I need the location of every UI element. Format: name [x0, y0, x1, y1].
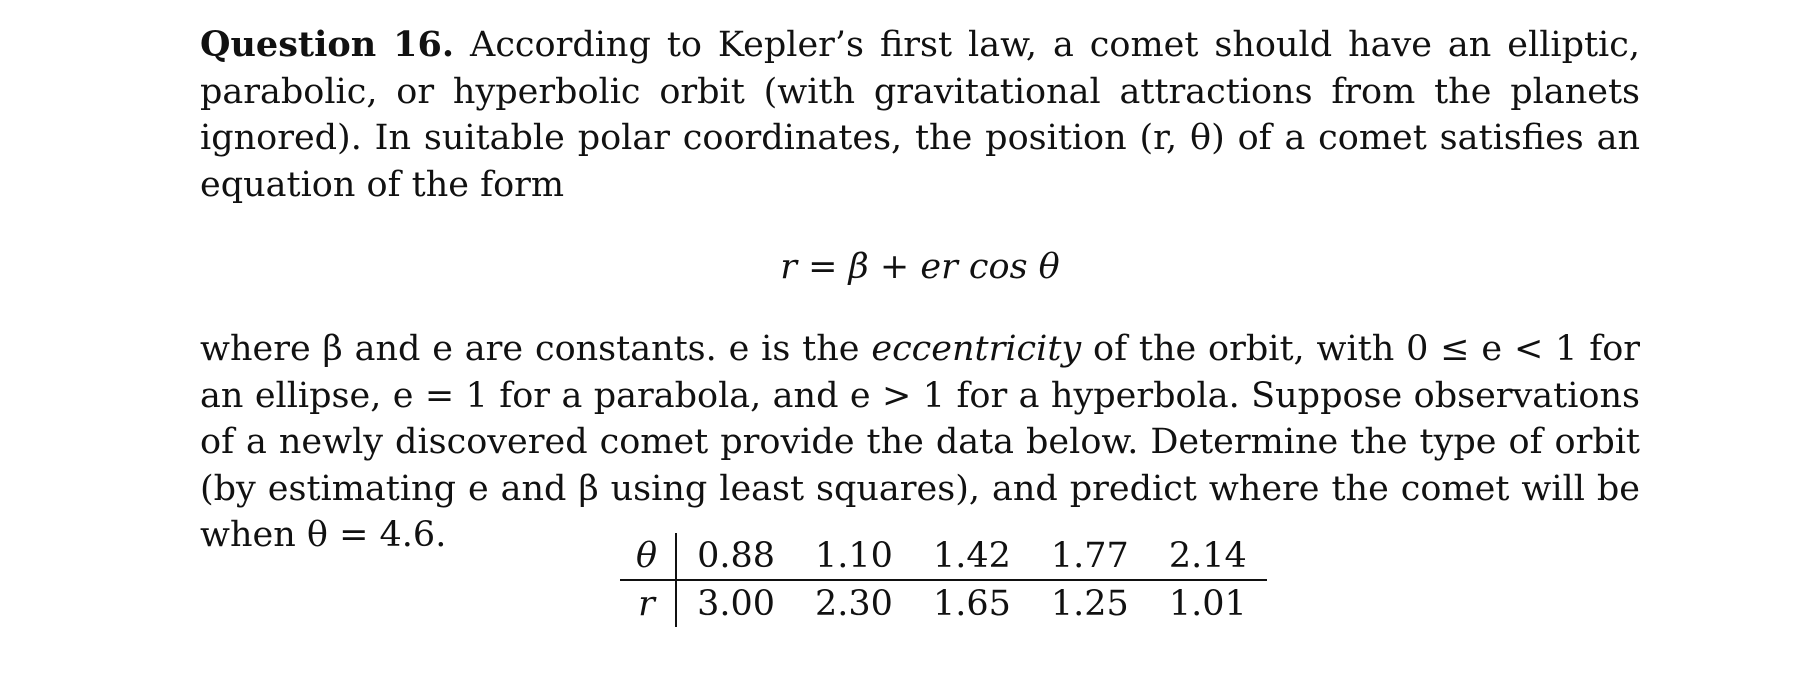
- theta-row: [620, 533, 1267, 580]
- question-body-text-2: of the orbit, with 0 ≤ e < 1 for an ellipse, e = 1 for a parabola, and e > 1 for a hyperbola. Suppose observations of a newly discovered comet provide the data below. Determine the type of orbit (by estimating e and β using least squares), and predict where the comet will be when θ = 4.6.: [200, 329, 1640, 555]
- observation-table-wrap: [620, 533, 1267, 627]
- eccentricity-term: eccentricity: [871, 329, 1082, 369]
- theta-row-label: θ: [620, 533, 676, 580]
- question-document: [200, 22, 1640, 559]
- question-body-paragraph: [200, 326, 1640, 559]
- theta-cell: 2.14: [1149, 533, 1267, 580]
- observation-table: [620, 533, 1267, 627]
- r-cell: 2.30: [815, 584, 893, 624]
- r-cell: 1.65: [932, 584, 1011, 624]
- r-cell: 1.25: [1050, 584, 1129, 624]
- r-cell: 3.00: [697, 584, 776, 624]
- orbit-equation: r = β + er cos θ: [780, 247, 1060, 287]
- question-intro-paragraph: [200, 22, 1640, 208]
- theta-cell: 1.42: [913, 533, 1031, 580]
- r-row: [620, 580, 1267, 627]
- r-cell: 1.01: [1168, 584, 1247, 624]
- question-body-text-1: where β and e are constants. e is the: [200, 329, 872, 369]
- theta-cell: 1.10: [795, 533, 913, 580]
- question-label: Question 16.: [200, 24, 455, 65]
- r-row-label: r: [620, 580, 676, 627]
- question-intro-text: According to Kepler’s first law, a comet should have an elliptic, parabolic, or hyperbolic orbit (with gravitational attractions from the planets ignored). In suitable polar coordinates, the position (r, θ) of a comet satisfies an equation of the form: [200, 25, 1640, 205]
- theta-cell: 0.88: [676, 533, 795, 580]
- theta-cell: 1.77: [1031, 533, 1149, 580]
